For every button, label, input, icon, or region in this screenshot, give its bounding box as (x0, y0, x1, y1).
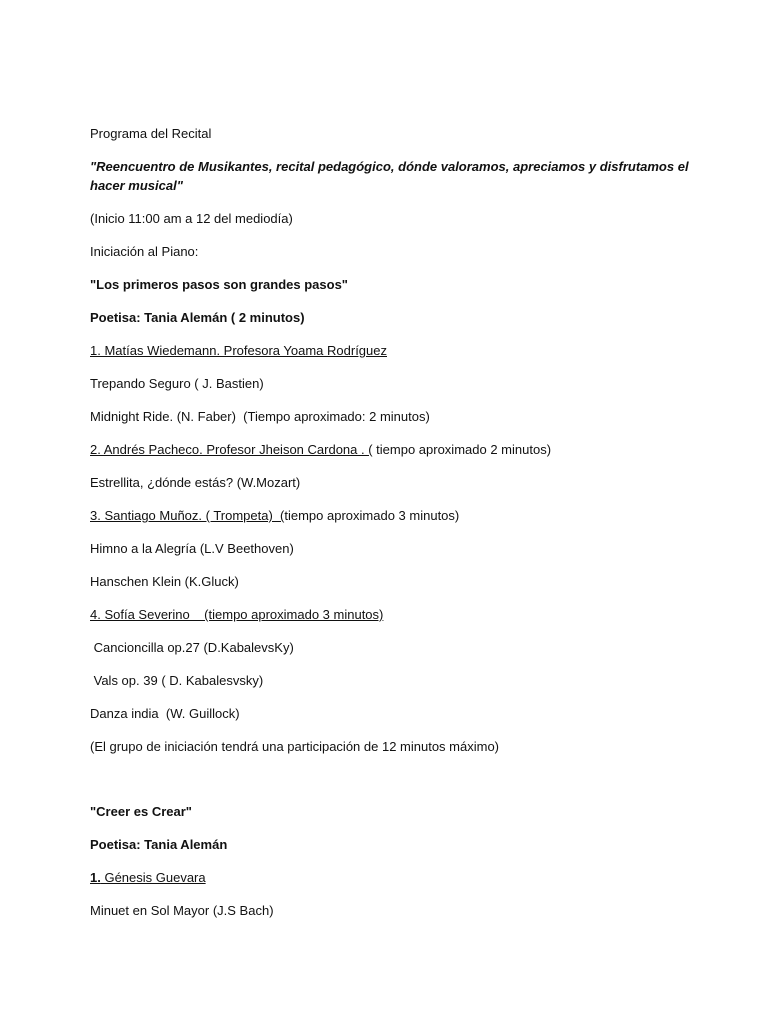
document-page (90, 124, 693, 934)
performer-4: 4. Sofía Severino (tiempo aproximado 3 minutos) (90, 607, 384, 622)
performer-1-piece-1: Trepando Seguro ( J. Bastien) (90, 376, 264, 391)
recital-subtitle: "Reencuentro de Musikantes, recital pedagógico, dónde valoramos, apreciamos y disfrutamos el hacer musical" (90, 159, 693, 193)
performer-3-line (90, 506, 690, 525)
performer-2-line (90, 440, 690, 459)
performer-2-time: tiempo aproximado 2 minutos) (372, 442, 552, 457)
section2-poet: Poetisa: Tania Alemán (90, 837, 228, 852)
program-title: Programa del Recital (90, 126, 212, 141)
performer-2-piece-1: Estrellita, ¿dónde estás? (W.Mozart) (90, 475, 301, 490)
performer-1-piece-2: Midnight Ride. (N. Faber) (Tiempo aproximado: 2 minutos) (90, 409, 430, 424)
section2-performer-1-line (90, 868, 690, 887)
performer-3-piece-1: Himno a la Alegría (L.V Beethoven) (90, 541, 294, 556)
performer-3-piece-2: Hanschen Klein (K.Gluck) (90, 574, 239, 589)
section-intro: Iniciación al Piano: (90, 244, 199, 259)
performer-3-time: tiempo aproximado 3 minutos) (284, 508, 460, 523)
intro-note: (El grupo de iniciación tendrá una participación de 12 minutos máximo) (90, 739, 499, 754)
section2-performer-1: Génesis Guevara (100, 870, 206, 885)
section2-performer-1-piece-1: Minuet en Sol Mayor (J.S Bach) (90, 903, 274, 918)
performer-4-piece-2: Vals op. 39 ( D. Kabalesvsky) (90, 673, 264, 688)
performer-4-piece-1: Cancioncilla op.27 (D.KabalevsKy) (90, 640, 294, 655)
recital-time: (Inicio 11:00 am a 12 del mediodía) (90, 211, 293, 226)
section2-title: "Creer es Crear" (90, 804, 192, 819)
performer-3: 3. Santiago Muñoz. ( Trompeta) ( (90, 508, 285, 523)
section1-title: "Los primeros pasos son grandes pasos" (90, 277, 348, 292)
performer-4-piece-3: Danza india (W. Guillock) (90, 706, 240, 721)
section1-poet: Poetisa: Tania Alemán ( 2 minutos) (90, 310, 305, 325)
section-spacer (90, 770, 690, 802)
performer-2: 2. Andrés Pacheco. Profesor Jheison Cardona . ( (90, 442, 373, 457)
section2-performer-1-number: 1. (90, 870, 101, 885)
performer-1: 1. Matías Wiedemann. Profesora Yoama Rodríguez (90, 343, 387, 358)
